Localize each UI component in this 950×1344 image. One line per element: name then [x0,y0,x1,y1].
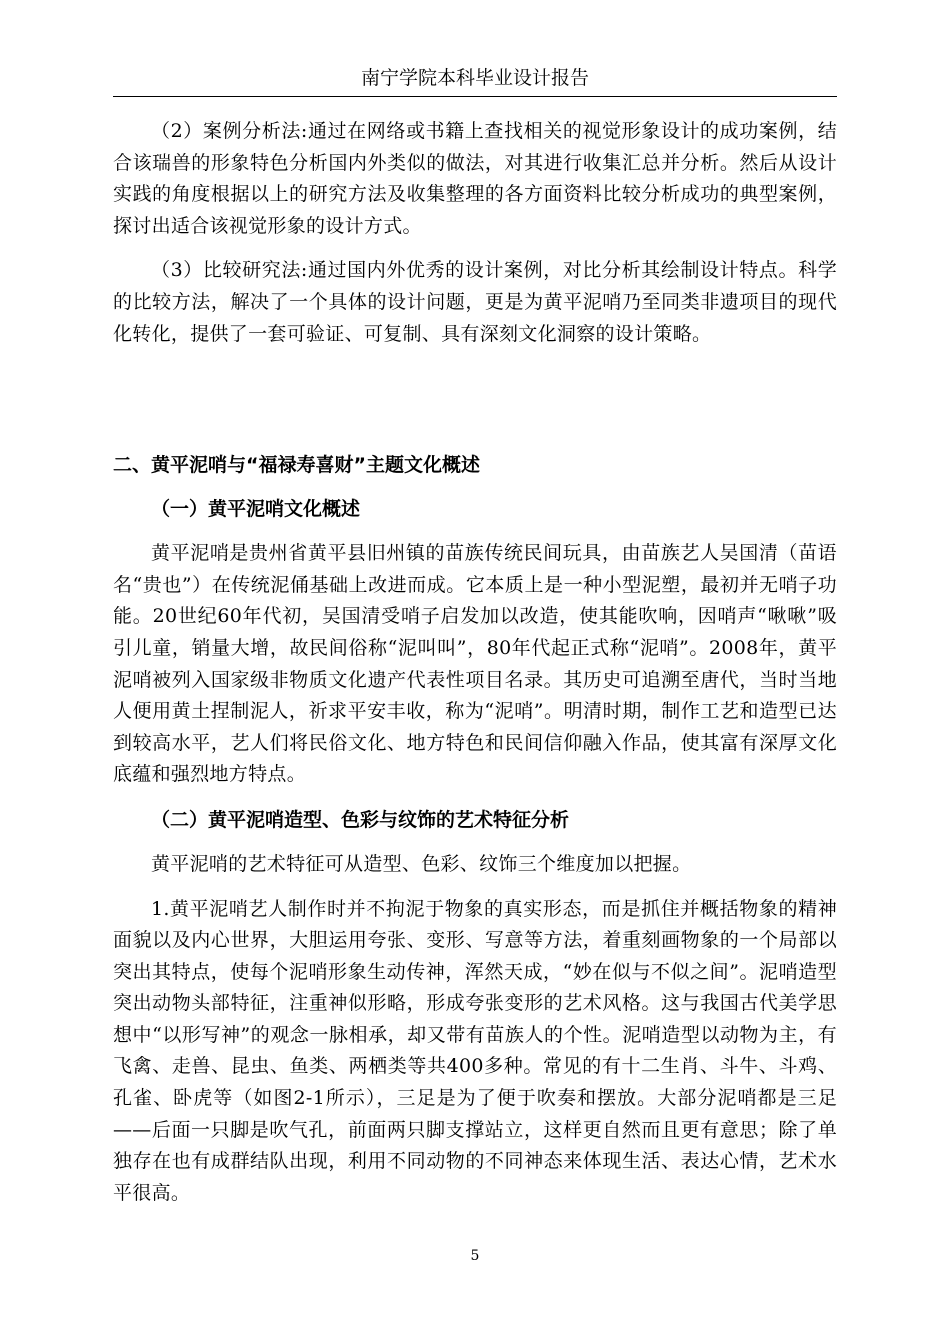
paragraph-shape-features: 1.黄平泥哨艺人制作时并不拘泥于物象的真实形态，而是抓住并概括物象的精神面貌以及内心世界，大胆运用夸张、变形、写意等方法，着重刻画物象的一个局部以突出其特点，使每个泥哨形象生动传神，浑然天成，“妙在似与不似之间”。泥哨造型突出动物头部特征，注重神似形略，形成夸张变形的艺术风格。这与我国古代美学思想中“以形写神”的观念一脉相承，却又带有苗族人的个性。泥哨造型以动物为主，有飞禽、走兽、昆虫、鱼类、两栖类等共400多种。常见的有十二生肖、斗牛、斗鸡、孔雀、卧虎等（如图2-1所示），三足是为了便于吹奏和摆放。大部分泥哨都是三足——后面一只脚是吹气孔，前面两只脚支撑站立，这样更自然而且更有意思；除了单独存在也有成群结队出现，利用不同动物的不同神态来体现生活、表达心情，艺术水平很高。 [113,897,837,1204]
section-heading-2: 二、黄平泥哨与“福禄寿喜财”主题文化概述 [113,454,480,477]
paragraph-art-intro: 黄平泥哨的艺术特征可从造型、色彩、纹饰三个维度加以把握。 [151,852,692,875]
paragraph-culture-overview: 黄平泥哨是贵州省黄平县旧州镇的苗族传统民间玩具，由苗族艺人吴国清（苗语名“贵也”）在传统泥俑基础上改进而成。它本质上是一种小型泥塑，最初并无哨子功能。20世纪60年代初，吴国清受哨子启发加以改造，使其能吹响，因哨声“啾啾”吸引儿童，销量大增，故民间俗称“泥叫叫”，80年代起正式称“泥哨”。2008年，黄平泥哨被列入国家级非物质文化遗产代表性项目名录。其历史可追溯至唐代，当时当地人便用黄土捏制泥人，祈求平安丰收，称为“泥哨”。明清时期，制作工艺和造型已达到较高水平，艺人们将民俗文化、地方特色和民间信仰融入作品，使其富有深厚文化底蕴和强烈地方特点。 [113,542,837,786]
paragraph-case-analysis: （2）案例分析法:通过在网络或书籍上查找相关的视觉形象设计的成功案例，结合该瑞兽的形象特色分析国内外类似的做法，对其进行收集汇总并分析。然后从设计实践的角度根据以上的研究方法及收集整理的各方面资料比较分析成功的典型案例，探讨出适合该视觉形象的设计方式。 [113,120,837,237]
subsection-heading-2: （二）黄平泥哨造型、色彩与纹饰的艺术特征分析 [151,808,570,831]
document-body [113,116,837,1209]
paragraph-comparative-research: （3）比较研究法:通过国内外优秀的设计案例，对比分析其绘制设计特点。科学的比较方法，解决了一个具体的设计问题，更是为黄平泥哨乃至同类非遗项目的现代化转化，提供了一套可验证、可复制、具有深刻文化洞察的设计策略。 [113,259,837,345]
page-number: 5 [470,1248,480,1264]
page-header: 南宁学院本科毕业设计报告 [113,62,837,97]
subsection-heading-1: （一）黄平泥哨文化概述 [151,498,361,521]
